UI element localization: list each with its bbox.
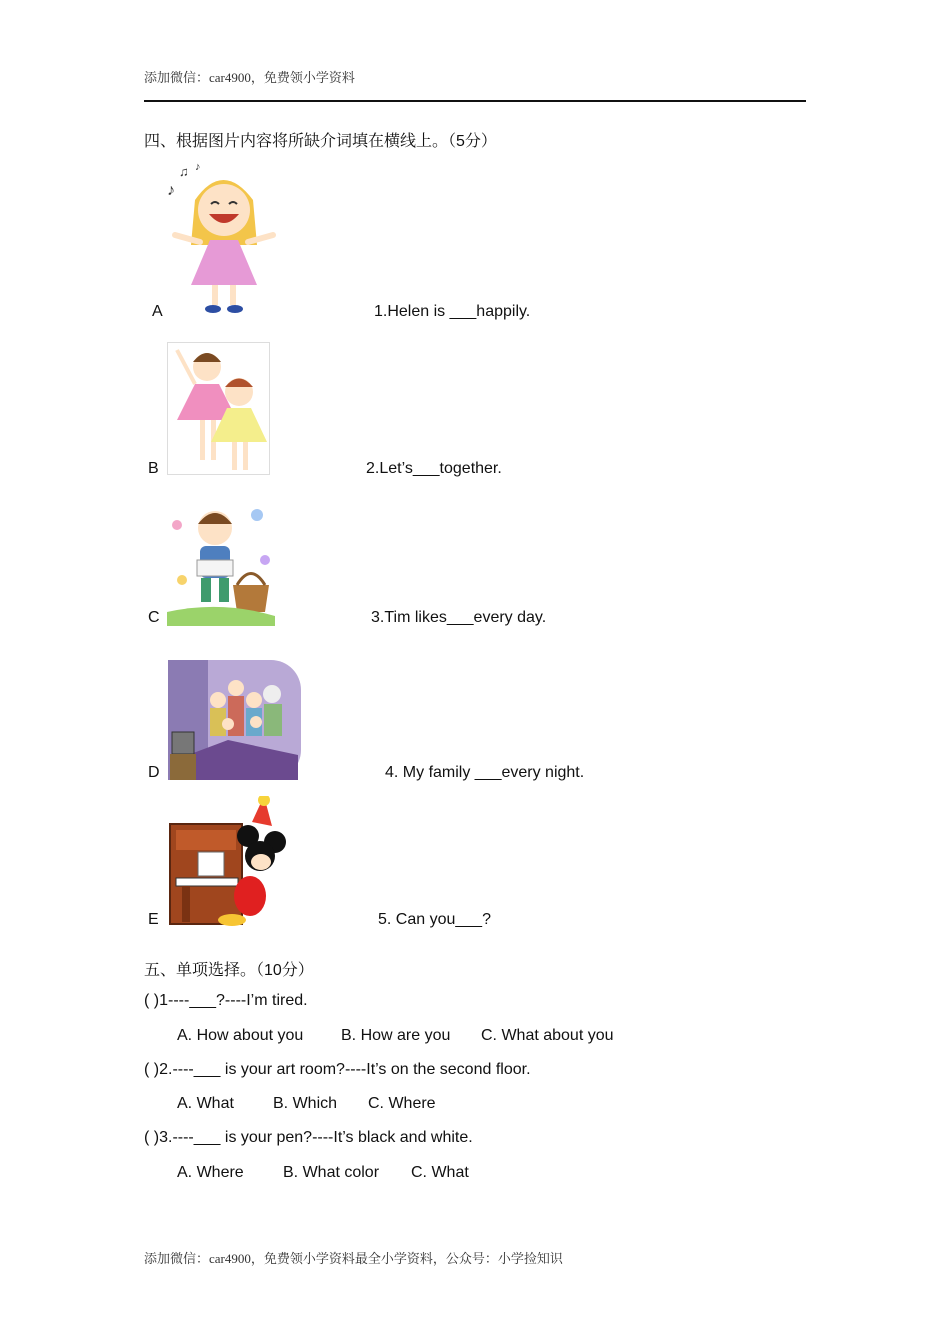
item-c-label: C <box>148 609 160 626</box>
svg-text:♪: ♪ <box>167 182 175 199</box>
mc-q1-option-b: B. How are you <box>341 1027 451 1044</box>
mc-q2-option-a: A. What <box>177 1095 234 1112</box>
girl-singing-picture <box>165 160 280 318</box>
item-e-label: E <box>148 911 159 928</box>
family-watching-tv-picture <box>168 660 301 780</box>
mc-q3-option-a: A. Where <box>177 1164 244 1181</box>
mc-q3-option-c: C. What <box>411 1164 469 1181</box>
mc-question-3: ( )3.----___ is your pen?----It’s black and white. <box>144 1129 473 1146</box>
item-d-label: D <box>148 764 160 781</box>
mc-q1-option-c: C. What about you <box>481 1027 614 1044</box>
mc-q1-option-a: A. How about you <box>177 1027 304 1044</box>
mc-question-1: ( )1----___?----I’m tired. <box>144 992 308 1009</box>
page-header: 添加微信：car4900，免费领小学资料 <box>144 70 355 85</box>
girls-dancing-picture <box>167 342 270 475</box>
item-3-question: 3.Tim likes___every day. <box>371 609 547 626</box>
item-4-question: 4. My family ___every night. <box>385 764 585 781</box>
svg-text:♪: ♪ <box>195 161 201 173</box>
item-b-label: B <box>148 460 159 477</box>
page-footer: 添加微信：car4900，免费领小学资料最全小学资料，公众号：小学捡知识 <box>144 1251 563 1266</box>
item-2-question: 2.Let’s___together. <box>366 460 502 477</box>
section-5-title: 五、单项选择。（10分） <box>144 962 314 979</box>
mc-question-2: ( )2.----___ is your art room?----It’s on the second floor. <box>144 1061 531 1078</box>
svg-text:♫: ♫ <box>179 164 189 179</box>
section-4-title: 四、根据图片内容将所缺介词填在横线上。（5分） <box>144 133 497 150</box>
item-a-label: A <box>152 303 163 320</box>
header-rule <box>144 100 806 102</box>
item-1-question: 1.Helen is ___happily. <box>374 303 531 320</box>
mc-q2-option-c: C. Where <box>368 1095 436 1112</box>
mc-q2-option-b: B. Which <box>273 1095 338 1112</box>
item-5-question: 5. Can you___? <box>378 911 491 928</box>
mickey-playing-piano-picture <box>168 796 286 928</box>
boy-reading-picnic-picture <box>167 500 275 626</box>
mc-q3-option-b: B. What color <box>283 1164 380 1181</box>
